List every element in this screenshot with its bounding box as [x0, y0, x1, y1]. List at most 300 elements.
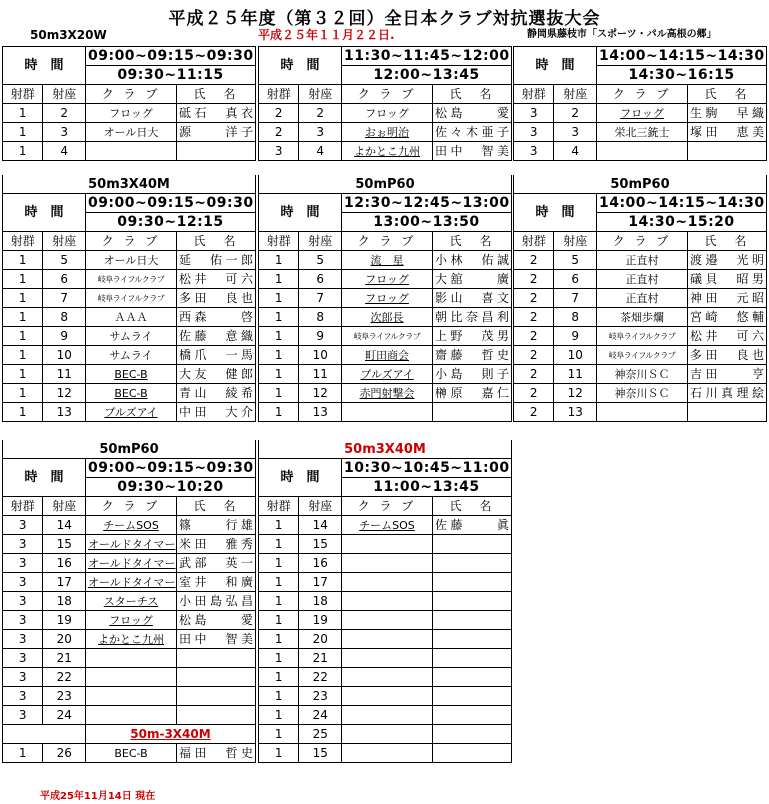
- table-row: [259, 104, 512, 123]
- header-group: 射群: [3, 232, 43, 251]
- club-cell: フロッグ: [341, 289, 432, 308]
- schedule-block: [2, 175, 256, 422]
- table-row: [3, 516, 256, 535]
- extra-event-label: 50m-3X40M: [85, 725, 255, 744]
- club-cell: [596, 403, 687, 422]
- time-range-warmup: 09:00~09:15~09:30: [85, 47, 255, 66]
- club-cell: フロッグ: [596, 104, 687, 123]
- name-cell: [177, 668, 256, 687]
- group-cell: 1: [259, 687, 299, 706]
- name-cell: [177, 649, 256, 668]
- header-name: 氏 名: [433, 497, 512, 516]
- club-cell: フロッグ: [85, 104, 176, 123]
- name-cell: 佐藤 意織: [177, 327, 256, 346]
- schedule-block: [258, 440, 512, 763]
- name-cell: [433, 573, 512, 592]
- name-cell: 小林 佑誠: [433, 251, 512, 270]
- header-club: ク ラ ブ: [341, 85, 432, 104]
- name-cell: [433, 592, 512, 611]
- club-cell: [85, 706, 176, 725]
- schedule-block: [513, 46, 767, 161]
- group-cell: 1: [259, 308, 299, 327]
- club-cell: オール日大: [85, 251, 176, 270]
- name-cell: 源 洋子: [177, 123, 256, 142]
- table-row: [3, 573, 256, 592]
- header-name: 氏 名: [177, 232, 256, 251]
- event-row: [259, 175, 512, 194]
- name-cell: 渡邉 光明: [688, 251, 767, 270]
- time-range-match: 09:30~10:20: [85, 478, 255, 497]
- seat-cell: 7: [299, 289, 342, 308]
- group-cell: 2: [514, 403, 554, 422]
- name-cell: 松井 可六: [177, 270, 256, 289]
- club-cell: オール日大: [85, 123, 176, 142]
- table-row: [259, 403, 512, 422]
- header-row: [259, 232, 512, 251]
- name-cell: 上野 茂男: [433, 327, 512, 346]
- name-cell: 田中 智美: [177, 630, 256, 649]
- seat-cell: 6: [554, 270, 597, 289]
- club-cell: ＡＡＡ: [85, 308, 176, 327]
- club-cell: [341, 725, 432, 744]
- club-cell: 流 星: [341, 251, 432, 270]
- table-row: [3, 308, 256, 327]
- seat-cell: 4: [299, 142, 342, 161]
- name-cell: [177, 706, 256, 725]
- page-title: 平成２５年度（第３２回）全日本クラブ対抗選抜大会: [168, 9, 601, 29]
- table-row: [259, 554, 512, 573]
- group-cell: 1: [259, 346, 299, 365]
- group-cell: 1: [259, 630, 299, 649]
- time-range-match: 14:30~15:20: [596, 213, 766, 232]
- time-label: 時 間: [259, 194, 342, 232]
- table-row: [259, 687, 512, 706]
- seat-cell: 22: [299, 668, 341, 687]
- event-label: 50m3X40M: [3, 175, 256, 194]
- name-cell: 西森 啓: [177, 308, 256, 327]
- group-cell: 2: [259, 123, 299, 142]
- seat-cell: 11: [299, 365, 342, 384]
- seat-cell: 5: [554, 251, 597, 270]
- group-cell: 2: [514, 365, 554, 384]
- time-label: 時 間: [514, 47, 597, 85]
- club-cell: [341, 630, 432, 649]
- group-cell: 1: [259, 384, 299, 403]
- time-row: [3, 459, 256, 478]
- club-cell: 正直村: [596, 289, 687, 308]
- header-name: 氏 名: [177, 85, 256, 104]
- name-cell: 佐藤 眞: [433, 516, 512, 535]
- group-cell: 3: [3, 516, 43, 535]
- seat-cell: 23: [43, 687, 86, 706]
- club-cell: [85, 649, 176, 668]
- header-club: ク ラ ブ: [85, 232, 176, 251]
- club-cell: サムライ: [85, 346, 176, 365]
- seat-cell: 13: [554, 403, 597, 422]
- name-cell: 神田 元昭: [688, 289, 767, 308]
- group-cell: 1: [3, 403, 43, 422]
- group-cell: 1: [3, 327, 43, 346]
- name-cell: [177, 687, 256, 706]
- group-cell: 2: [514, 384, 554, 403]
- club-cell: BEC-B: [85, 365, 176, 384]
- name-cell: [433, 687, 512, 706]
- header-seat: 射座: [299, 232, 342, 251]
- seat-cell: 6: [299, 270, 342, 289]
- club-cell: オールドタイマー: [85, 535, 176, 554]
- table-row: [514, 142, 767, 161]
- time-range-warmup: 10:30~10:45~11:00: [341, 459, 511, 478]
- seat-cell: 7: [554, 289, 597, 308]
- group-cell: 1: [259, 668, 299, 687]
- group-cell: 1: [3, 289, 43, 308]
- seat-cell: 20: [43, 630, 86, 649]
- club-cell: スターチス: [85, 592, 176, 611]
- table-row: [514, 327, 767, 346]
- date-label: 平成２５年１１月２２日.: [258, 28, 395, 42]
- table-row: [259, 573, 512, 592]
- name-cell: [688, 403, 767, 422]
- group-cell: 1: [3, 346, 43, 365]
- table-row: [514, 270, 767, 289]
- table-row: [259, 289, 512, 308]
- header-row: [3, 85, 256, 104]
- seat-cell: 12: [43, 384, 85, 403]
- table-row: [3, 142, 256, 161]
- name-cell: [433, 744, 512, 763]
- table-row: [514, 403, 767, 422]
- seat-cell: 17: [299, 573, 341, 592]
- club-cell: よかとこ九州: [341, 142, 432, 161]
- seat-cell: 19: [299, 611, 341, 630]
- name-cell: 多田 良也: [688, 346, 767, 365]
- time-range-match: 09:30~12:15: [85, 213, 255, 232]
- table-row: [3, 611, 256, 630]
- club-cell: チームSOS: [85, 516, 176, 535]
- club-cell: 岐阜ライフルクラブ: [341, 327, 432, 346]
- schedule-block: [258, 46, 512, 161]
- time-range-warmup: 14:00~14:15~14:30: [596, 194, 766, 213]
- table-row: [514, 123, 767, 142]
- name-cell: 大友 健郎: [177, 365, 256, 384]
- name-cell: [433, 403, 512, 422]
- group-cell: 3: [3, 592, 43, 611]
- seat-cell: 3: [43, 123, 86, 142]
- event-label: 50mP60: [259, 175, 512, 194]
- group-cell: 1: [3, 270, 43, 289]
- name-cell: [688, 142, 767, 161]
- name-cell: 小島 則子: [433, 365, 512, 384]
- table-row: [3, 744, 256, 763]
- header-seat: 射座: [43, 497, 86, 516]
- table-row: [259, 516, 512, 535]
- group-cell: 1: [3, 104, 43, 123]
- header-seat: 射座: [554, 85, 597, 104]
- seat-cell: 11: [554, 365, 597, 384]
- table-row: [259, 123, 512, 142]
- club-cell: 岐阜ライフルクラブ: [85, 270, 176, 289]
- header-club: ク ラ ブ: [85, 85, 176, 104]
- seat-cell: 17: [43, 573, 86, 592]
- club-cell: 神奈川ＳＣ: [596, 384, 687, 403]
- group-cell: 3: [3, 649, 43, 668]
- event-row: [514, 175, 767, 194]
- group-cell: 1: [259, 535, 299, 554]
- name-cell: 米田 雅秀: [177, 535, 256, 554]
- seat-cell: 10: [299, 346, 342, 365]
- seat-cell: 22: [43, 668, 86, 687]
- header-row: [3, 232, 256, 251]
- name-cell: 田中 智美: [433, 142, 512, 161]
- seat-cell: 6: [43, 270, 85, 289]
- time-range-warmup: 09:00~09:15~09:30: [85, 459, 255, 478]
- seat-cell: 9: [299, 327, 342, 346]
- table-row: [259, 365, 512, 384]
- table-row: [259, 649, 512, 668]
- header-club: ク ラ ブ: [596, 232, 687, 251]
- header-seat: 射座: [299, 85, 342, 104]
- event-row: [259, 440, 512, 459]
- group-cell: 3: [3, 630, 43, 649]
- name-cell: 朝比奈昌利: [433, 308, 512, 327]
- club-cell: [341, 744, 432, 763]
- club-cell: 神奈川ＳＣ: [596, 365, 687, 384]
- seat-cell: 15: [299, 535, 341, 554]
- name-cell: 松島 愛: [433, 104, 512, 123]
- seat-cell: 2: [554, 104, 597, 123]
- header-row: [514, 85, 767, 104]
- name-cell: 多田 良也: [177, 289, 256, 308]
- club-cell: [341, 687, 432, 706]
- group-cell: 1: [3, 744, 43, 763]
- table-row: [3, 104, 256, 123]
- time-row: [259, 47, 512, 66]
- header-seat: 射座: [43, 85, 86, 104]
- club-cell: 岐阜ライフルクラブ: [596, 346, 687, 365]
- time-row: [3, 47, 256, 66]
- time-label: 時 間: [3, 194, 86, 232]
- seat-cell: 8: [43, 308, 85, 327]
- time-range-match: 11:00~13:45: [341, 478, 511, 497]
- club-cell: [341, 403, 432, 422]
- table-row: [3, 327, 256, 346]
- seat-cell: 24: [43, 706, 86, 725]
- seat-cell: 14: [43, 516, 86, 535]
- group-cell: 1: [3, 365, 43, 384]
- table-row: [3, 706, 256, 725]
- seat-cell: 16: [299, 554, 341, 573]
- seat-cell: 4: [43, 142, 86, 161]
- seat-cell: 2: [43, 104, 86, 123]
- time-row: [259, 459, 512, 478]
- seat-cell: 10: [554, 346, 597, 365]
- name-cell: [433, 554, 512, 573]
- group-cell: 1: [259, 270, 299, 289]
- seat-cell: 18: [43, 592, 86, 611]
- table-row: [514, 104, 767, 123]
- seat-cell: 23: [299, 687, 341, 706]
- time-range-warmup: 09:00~09:15~09:30: [85, 194, 255, 213]
- seat-cell: 20: [299, 630, 341, 649]
- table-row: [3, 535, 256, 554]
- group-cell: 2: [514, 346, 554, 365]
- club-cell: [341, 649, 432, 668]
- table-row: [259, 668, 512, 687]
- club-cell: 正直村: [596, 270, 687, 289]
- seat-cell: 19: [43, 611, 86, 630]
- name-cell: 生駒 早織: [688, 104, 767, 123]
- time-row: [259, 194, 512, 213]
- table-row: [3, 668, 256, 687]
- group-cell: 3: [259, 142, 299, 161]
- group-cell: 1: [259, 251, 299, 270]
- table-row: [259, 744, 512, 763]
- name-cell: 延 佑一郎: [177, 251, 256, 270]
- table-row: [259, 270, 512, 289]
- table-row: [3, 289, 256, 308]
- event-label: 50mP60: [514, 175, 767, 194]
- table-row: [3, 687, 256, 706]
- footer-date: 平成25年11月14日 現在: [40, 791, 156, 802]
- club-cell: 茶畑歩爛: [596, 308, 687, 327]
- club-cell: [341, 706, 432, 725]
- event-row: [3, 440, 256, 459]
- seat-cell: 12: [299, 384, 342, 403]
- table-row: [259, 611, 512, 630]
- table-row: [3, 384, 256, 403]
- name-cell: 石川真理絵: [688, 384, 767, 403]
- club-cell: フロッグ: [85, 611, 176, 630]
- time-label: 時 間: [259, 47, 342, 85]
- table-row: [259, 346, 512, 365]
- name-cell: 武部 英一: [177, 554, 256, 573]
- club-cell: [85, 687, 176, 706]
- seat-cell: 2: [299, 104, 342, 123]
- name-cell: 宮崎 悠輔: [688, 308, 767, 327]
- name-cell: 塚田 恵美: [688, 123, 767, 142]
- group-cell: 3: [514, 123, 554, 142]
- time-range-match: 09:30~11:15: [85, 66, 255, 85]
- table-row: [3, 346, 256, 365]
- club-cell: フロッグ: [341, 104, 432, 123]
- seat-cell: 15: [299, 744, 341, 763]
- seat-cell: 24: [299, 706, 341, 725]
- group-cell: 3: [514, 104, 554, 123]
- table-row: [259, 327, 512, 346]
- name-cell: 松井 可六: [688, 327, 767, 346]
- group-cell: 3: [3, 668, 43, 687]
- time-label: 時 間: [3, 459, 86, 497]
- group-cell: 1: [259, 289, 299, 308]
- name-cell: 大舘 廣: [433, 270, 512, 289]
- name-cell: 榊原 嘉仁: [433, 384, 512, 403]
- name-cell: [433, 630, 512, 649]
- event-label: 50mP60: [3, 440, 256, 459]
- club-cell: サムライ: [85, 327, 176, 346]
- table-row: [514, 365, 767, 384]
- seat-cell: 13: [299, 403, 342, 422]
- table-row: [514, 251, 767, 270]
- seat-cell: 16: [43, 554, 86, 573]
- table-row: [3, 592, 256, 611]
- seat-cell: 14: [299, 516, 341, 535]
- name-cell: 影山 喜文: [433, 289, 512, 308]
- club-cell: 次郎長: [341, 308, 432, 327]
- group-cell: 2: [514, 251, 554, 270]
- table-row: [259, 706, 512, 725]
- seat-cell: 9: [554, 327, 597, 346]
- name-cell: 砥石 真衣: [177, 104, 256, 123]
- schedule-block: [2, 46, 256, 161]
- name-cell: 齋藤 哲史: [433, 346, 512, 365]
- table-row: [3, 123, 256, 142]
- club-cell: 岐阜ライフルクラブ: [596, 327, 687, 346]
- group-cell: 1: [259, 365, 299, 384]
- seat-cell: 9: [43, 327, 85, 346]
- header-club: ク ラ ブ: [341, 232, 432, 251]
- schedule-block: [513, 175, 767, 422]
- seat-cell: 25: [299, 725, 341, 744]
- seat-cell: 8: [554, 308, 597, 327]
- seat-cell: 3: [554, 123, 597, 142]
- group-cell: 1: [3, 308, 43, 327]
- time-label: 時 間: [259, 459, 342, 497]
- group-cell: 3: [3, 611, 43, 630]
- seat-cell: 3: [299, 123, 342, 142]
- club-cell: [596, 142, 687, 161]
- club-cell: [341, 535, 432, 554]
- group-cell: 1: [259, 706, 299, 725]
- header-name: 氏 名: [688, 85, 767, 104]
- name-cell: 佐々木亜子: [433, 123, 512, 142]
- name-cell: [433, 706, 512, 725]
- name-cell: [433, 611, 512, 630]
- club-cell: よかとこ九州: [85, 630, 176, 649]
- name-cell: 小田島弘昌: [177, 592, 256, 611]
- time-range-match: 14:30~16:15: [596, 66, 766, 85]
- name-cell: 篠 行雄: [177, 516, 256, 535]
- header-seat: 射座: [554, 232, 597, 251]
- group-cell: 1: [3, 123, 43, 142]
- group-cell: 1: [259, 725, 299, 744]
- group-cell: 1: [3, 251, 43, 270]
- table-row: [3, 270, 256, 289]
- group-cell: 3: [3, 573, 43, 592]
- name-cell: 青山 綾希: [177, 384, 256, 403]
- club-cell: [341, 668, 432, 687]
- table-row: [259, 142, 512, 161]
- time-range-warmup: 11:30~11:45~12:00: [341, 47, 511, 66]
- header-group: 射群: [259, 85, 299, 104]
- group-cell: 1: [3, 384, 43, 403]
- header-group: 射群: [3, 85, 43, 104]
- club-cell: [85, 142, 176, 161]
- schedule-block: [2, 440, 256, 763]
- header-row: [514, 232, 767, 251]
- event-label: 50m3X40M: [259, 440, 512, 459]
- club-cell: [85, 668, 176, 687]
- club-cell: ブルズアイ: [85, 403, 176, 422]
- club-cell: [341, 592, 432, 611]
- name-cell: [177, 142, 256, 161]
- table-row: [259, 384, 512, 403]
- table-row: [259, 725, 512, 744]
- club-cell: 栄北三銃士: [596, 123, 687, 142]
- club-cell: [341, 554, 432, 573]
- header-name: 氏 名: [688, 232, 767, 251]
- seat-cell: 5: [299, 251, 342, 270]
- extra-event-row: [3, 725, 256, 744]
